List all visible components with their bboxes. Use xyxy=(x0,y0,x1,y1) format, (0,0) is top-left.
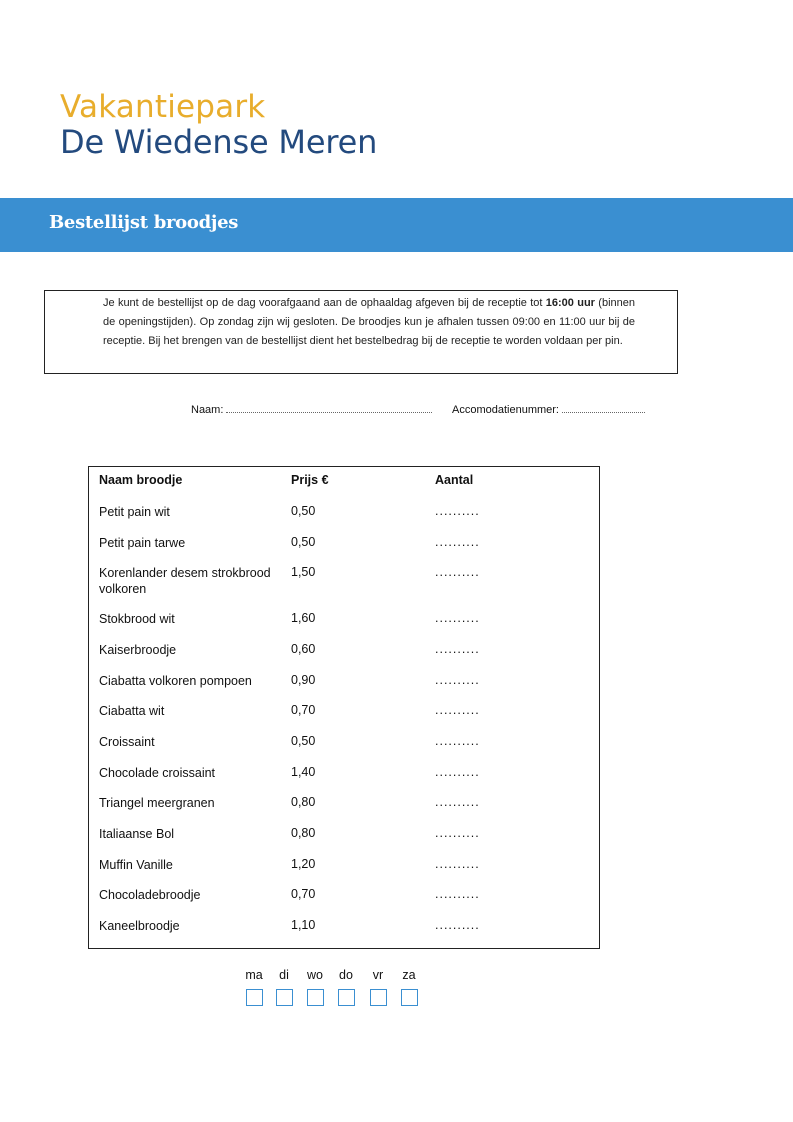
row-quantity-field[interactable]: .......... xyxy=(435,642,480,656)
row-price: 0,50 xyxy=(291,535,316,549)
logo-line-park-name: De Wiedense Meren xyxy=(60,123,378,161)
row-quantity-field[interactable]: .......... xyxy=(435,703,480,717)
name-input-line[interactable] xyxy=(226,402,432,413)
row-quantity-field[interactable]: .......... xyxy=(435,673,480,687)
row-quantity-field[interactable]: .......... xyxy=(435,565,480,579)
accommodation-label: Accomodatienummer: xyxy=(452,404,559,416)
row-name: Ciabatta volkoren pompoen xyxy=(99,674,252,688)
header-name: Naam broodje xyxy=(99,473,183,487)
row-name: Korenlander desem strokbrood volkoren xyxy=(99,566,271,596)
info-deadline-time: 16:00 uur xyxy=(545,297,595,309)
info-box xyxy=(44,290,678,374)
day-checkbox[interactable] xyxy=(401,989,418,1006)
page-title: Bestellijst broodjes xyxy=(49,212,239,233)
row-name: Petit pain tarwe xyxy=(99,536,186,550)
row-price: 1,10 xyxy=(291,918,316,932)
day-checkbox[interactable] xyxy=(370,989,387,1006)
day-option-ma[interactable] xyxy=(242,968,266,1006)
row-price: 1,60 xyxy=(291,611,316,625)
day-option-vr[interactable] xyxy=(366,968,390,1006)
logo-line-vakantiepark: Vakantiepark xyxy=(60,89,266,125)
row-price: 0,80 xyxy=(291,826,316,840)
logo xyxy=(60,89,378,161)
row-quantity-field[interactable]: .......... xyxy=(435,826,480,840)
row-name: Triangel meergranen xyxy=(99,796,215,810)
row-name: Chocolade croissaint xyxy=(99,766,216,780)
row-name: Kaiserbroodje xyxy=(99,643,177,657)
day-checkbox[interactable] xyxy=(246,989,263,1006)
name-field[interactable] xyxy=(191,402,432,416)
row-price: 0,60 xyxy=(291,642,316,656)
day-label: vr xyxy=(372,968,384,982)
row-quantity-field[interactable]: .......... xyxy=(435,918,480,932)
info-text-part-1: Je kunt de bestellijst op de dag voorafgaand aan de ophaaldag afgeven bij de receptie tot xyxy=(103,297,546,309)
day-label: za xyxy=(402,968,416,982)
title-banner xyxy=(0,198,793,252)
info-text xyxy=(103,294,635,351)
row-name: Stokbrood wit xyxy=(99,612,175,626)
header-quantity: Aantal xyxy=(435,473,474,487)
row-quantity-field[interactable]: .......... xyxy=(435,795,480,809)
day-option-za[interactable] xyxy=(397,968,421,1006)
row-price: 1,40 xyxy=(291,765,316,779)
header-price: Prijs € xyxy=(291,473,329,487)
row-price: 0,70 xyxy=(291,887,316,901)
row-price: 0,50 xyxy=(291,734,316,748)
row-name: Ciabatta wit xyxy=(99,704,165,718)
day-checkbox[interactable] xyxy=(307,989,324,1006)
row-name: Kaneelbroodje xyxy=(99,919,180,933)
row-quantity-field[interactable]: .......... xyxy=(435,611,480,625)
day-checkbox[interactable] xyxy=(276,989,293,1006)
day-label: di xyxy=(279,968,289,982)
row-name: Chocoladebroodje xyxy=(99,888,201,902)
row-quantity-field[interactable]: .......... xyxy=(435,535,480,549)
row-name: Muffin Vanille xyxy=(99,858,173,872)
accommodation-input-line[interactable] xyxy=(562,402,645,413)
row-price: 1,20 xyxy=(291,857,316,871)
day-label: wo xyxy=(307,968,323,982)
info-text-part-2: (binnen de openingstijden). Op zondag zijn wij gesloten. De broodjes kun je afhalen tussen 09:00 en 11:00 uur bij de receptie. Bij het brengen van de bestellijst dient het bestelbedrag bij de receptie te worden voldaan per pin. xyxy=(103,297,635,347)
row-name: Petit pain wit xyxy=(99,505,170,519)
row-price: 1,50 xyxy=(291,565,316,579)
row-price: 0,90 xyxy=(291,673,316,687)
row-name: Croissaint xyxy=(99,735,155,749)
day-label: do xyxy=(339,968,353,982)
day-label: ma xyxy=(245,968,263,982)
day-option-do[interactable] xyxy=(334,968,358,1006)
day-option-wo[interactable] xyxy=(303,968,327,1006)
row-quantity-field[interactable]: .......... xyxy=(435,765,480,779)
row-price: 0,80 xyxy=(291,795,316,809)
day-option-di[interactable] xyxy=(272,968,296,1006)
row-price: 0,50 xyxy=(291,504,316,518)
row-name: Italiaanse Bol xyxy=(99,827,175,841)
day-checkbox[interactable] xyxy=(338,989,355,1006)
row-quantity-field[interactable]: .......... xyxy=(435,504,480,518)
row-quantity-field[interactable]: .......... xyxy=(435,734,480,748)
row-price: 0,70 xyxy=(291,703,316,717)
accommodation-field[interactable] xyxy=(452,402,645,416)
order-table xyxy=(88,466,600,949)
row-quantity-field[interactable]: .......... xyxy=(435,857,480,871)
row-quantity-field[interactable]: .......... xyxy=(435,887,480,901)
name-label: Naam: xyxy=(191,404,224,416)
